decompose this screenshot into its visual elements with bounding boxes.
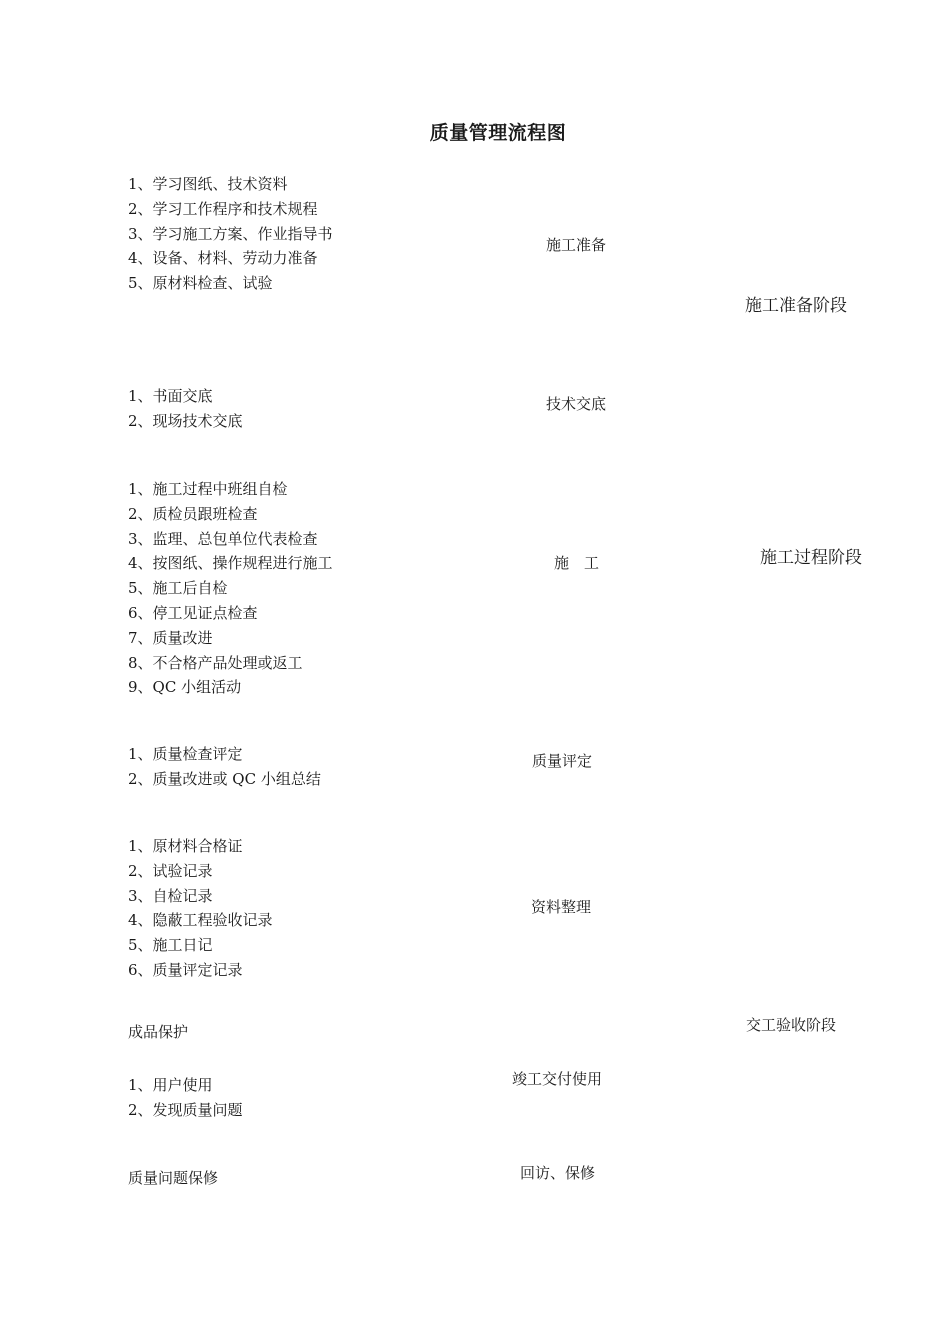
list-item: 4、设备、材料、劳动力准备 [128, 249, 318, 268]
list-item: 1、质量检查评定 [128, 745, 243, 763]
stage-acceptance: 交工验收阶段 [746, 1016, 837, 1034]
prep-items-list [128, 172, 333, 296]
step-handover: 竣工交付使用 [512, 1070, 603, 1088]
list-item: 1、学习图纸、技术资料 [128, 175, 288, 193]
list-item: 6、质量评定记录 [128, 960, 243, 979]
list-item: 1、用户使用 [128, 1076, 213, 1094]
list-item: 1、施工过程中班组自检 [128, 480, 288, 498]
handover-items-list [128, 1073, 243, 1123]
list-item: 3、监理、总包单位代表检查 [128, 529, 318, 548]
list-item: 1、原材料合格证 [128, 837, 243, 855]
list-item: 9、QC 小组活动 [128, 678, 242, 697]
step-docs: 资料整理 [531, 898, 592, 916]
step-tech: 技术交底 [546, 395, 607, 413]
list-item: 2、现场技术交底 [128, 411, 243, 430]
list-item: 5、原材料检查、试验 [128, 274, 273, 293]
protect-label: 成品保护 [128, 1023, 189, 1041]
page-title: 质量管理流程图 [429, 122, 567, 144]
step-construct: 施 工 [554, 554, 600, 572]
list-item: 2、质检员跟班检查 [128, 504, 258, 523]
list-item: 7、质量改进 [128, 628, 213, 647]
list-item: 2、发现质量问题 [128, 1100, 243, 1119]
list-item: 1、书面交底 [128, 387, 213, 405]
eval-items-list [128, 742, 321, 792]
stage-prep: 施工准备阶段 [745, 296, 847, 316]
list-item: 3、自检记录 [128, 886, 213, 905]
list-item: 2、试验记录 [128, 861, 213, 880]
step-prep: 施工准备 [546, 236, 607, 254]
list-item: 6、停工见证点检查 [128, 603, 258, 622]
list-item: 2、质量改进或 QC 小组总结 [128, 769, 321, 788]
docs-items-list [128, 834, 273, 983]
step-eval: 质量评定 [532, 752, 593, 770]
list-item: 5、施工日记 [128, 936, 213, 955]
list-item: 8、不合格产品处理或返工 [128, 653, 303, 672]
list-item: 5、施工后自检 [128, 579, 228, 598]
list-item: 4、隐蔽工程验收记录 [128, 911, 273, 930]
construct-items-list [128, 477, 333, 700]
list-item: 2、学习工作程序和技术规程 [128, 199, 318, 218]
tech-items-list [128, 384, 243, 434]
stage-process: 施工过程阶段 [760, 548, 862, 568]
list-item: 3、学习施工方案、作业指导书 [128, 224, 333, 243]
list-item: 4、按图纸、操作规程进行施工 [128, 554, 333, 573]
repair-label: 质量问题保修 [128, 1169, 219, 1187]
step-revisit: 回访、保修 [520, 1164, 596, 1182]
